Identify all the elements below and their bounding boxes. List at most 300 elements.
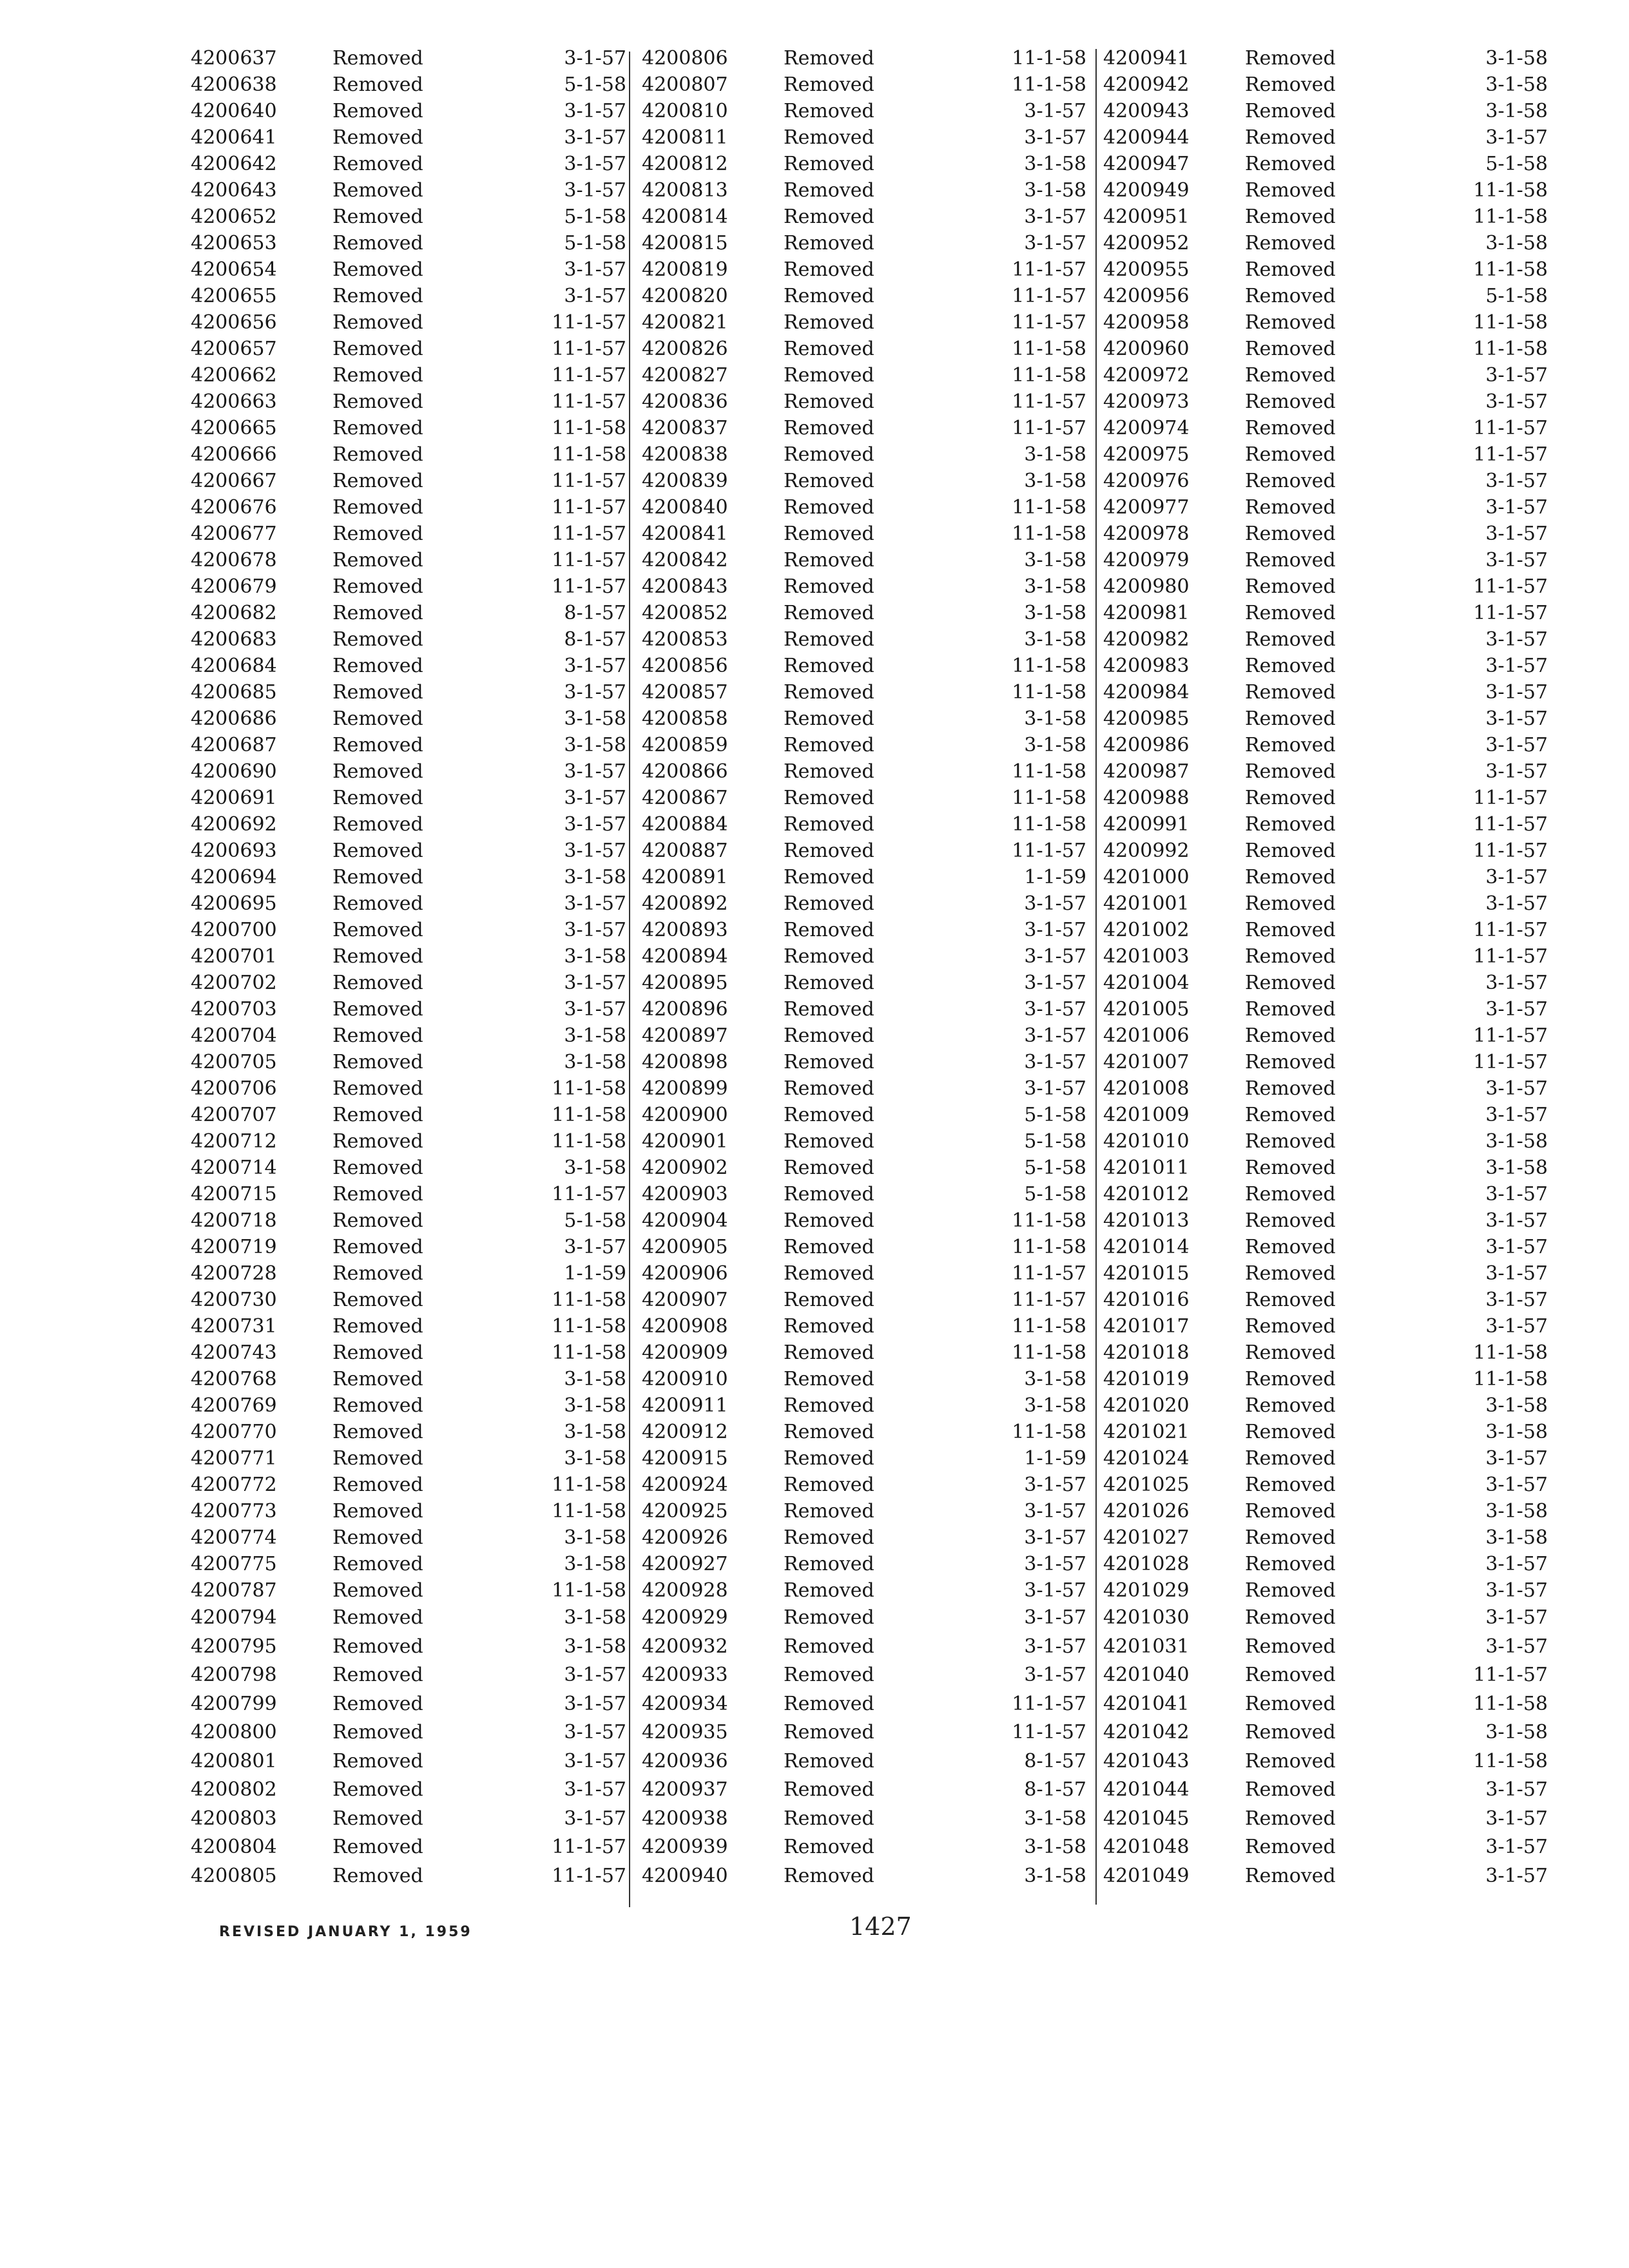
status-text: Removed <box>1245 919 1336 941</box>
table-row <box>191 679 626 706</box>
effective-date: 11-1-58 <box>1012 47 1086 70</box>
table-row <box>1103 1128 1548 1155</box>
status-text: Removed <box>784 1553 874 1575</box>
table-row <box>642 45 1086 72</box>
part-number: 4200638 <box>191 73 277 96</box>
effective-date: 3-1-57 <box>564 840 626 862</box>
status-text: Removed <box>333 311 423 334</box>
effective-date: 3-1-57 <box>564 179 626 202</box>
status-text: Removed <box>333 787 423 809</box>
table-row <box>642 996 1086 1023</box>
table-row <box>191 1776 626 1805</box>
part-number: 4200693 <box>191 840 277 862</box>
effective-date: 3-1-57 <box>1485 470 1548 492</box>
part-number: 4200935 <box>642 1721 728 1744</box>
status-text: Removed <box>784 655 874 677</box>
status-text: Removed <box>333 47 423 70</box>
effective-date: 5-1-58 <box>564 73 626 96</box>
effective-date: 3-1-58 <box>1485 100 1548 122</box>
part-number: 4200977 <box>1103 496 1190 519</box>
part-number: 4201011 <box>1103 1157 1190 1179</box>
table-row <box>1103 1577 1548 1604</box>
status-text: Removed <box>784 813 874 836</box>
status-text: Removed <box>333 945 423 968</box>
status-text: Removed <box>784 1474 874 1496</box>
status-text: Removed <box>784 390 874 413</box>
effective-date: 3-1-57 <box>564 787 626 809</box>
effective-date: 3-1-57 <box>564 126 626 149</box>
effective-date: 11-1-58 <box>552 1341 626 1364</box>
table-row <box>191 1805 626 1834</box>
table-row <box>1103 362 1548 389</box>
status-text: Removed <box>1245 549 1336 572</box>
effective-date: 3-1-57 <box>564 1692 626 1715</box>
table-row <box>642 1049 1086 1075</box>
effective-date: 11-1-58 <box>552 1077 626 1100</box>
effective-date: 3-1-58 <box>1485 1421 1548 1443</box>
status-text: Removed <box>333 496 423 519</box>
part-number: 4200958 <box>1103 311 1190 334</box>
status-text: Removed <box>333 206 423 228</box>
part-number: 4200910 <box>642 1368 728 1390</box>
effective-date: 3-1-57 <box>1485 390 1548 413</box>
status-text: Removed <box>784 1315 874 1338</box>
part-number: 4201016 <box>1103 1289 1190 1311</box>
status-text: Removed <box>784 866 874 889</box>
effective-date: 11-1-58 <box>1012 496 1086 519</box>
status-text: Removed <box>1245 47 1336 70</box>
status-text: Removed <box>1245 258 1336 281</box>
part-number: 4201031 <box>1103 1635 1190 1658</box>
table-row <box>642 1155 1086 1181</box>
status-text: Removed <box>784 1024 874 1047</box>
table-row <box>191 151 626 177</box>
status-text: Removed <box>1245 1315 1336 1338</box>
part-number: 4200942 <box>1103 73 1190 96</box>
table-row <box>1103 72 1548 98</box>
status-text: Removed <box>333 1262 423 1285</box>
status-text: Removed <box>333 1836 423 1858</box>
status-text: Removed <box>333 1606 423 1629</box>
status-text: Removed <box>784 73 874 96</box>
status-text: Removed <box>1245 338 1336 360</box>
table-row <box>191 1313 626 1340</box>
part-number: 4200820 <box>642 285 728 307</box>
part-number: 4200909 <box>642 1341 728 1364</box>
status-text: Removed <box>1245 206 1336 228</box>
part-number: 4200943 <box>1103 100 1190 122</box>
part-number: 4200812 <box>642 153 728 175</box>
effective-date: 11-1-58 <box>1012 681 1086 704</box>
part-number: 4200903 <box>642 1183 728 1206</box>
table-row <box>642 1260 1086 1287</box>
part-number: 4200892 <box>642 892 728 915</box>
effective-date: 3-1-57 <box>1024 1606 1086 1629</box>
table-row <box>191 1128 626 1155</box>
part-number: 4200692 <box>191 813 277 836</box>
status-text: Removed <box>333 760 423 783</box>
part-number: 4201026 <box>1103 1500 1190 1523</box>
status-text: Removed <box>1245 1262 1336 1285</box>
effective-date: 5-1-58 <box>1024 1183 1086 1206</box>
effective-date: 3-1-57 <box>1024 1474 1086 1496</box>
table-row <box>642 1577 1086 1604</box>
table-row <box>1103 600 1548 626</box>
table-row <box>191 362 626 389</box>
table-row <box>191 758 626 785</box>
effective-date: 3-1-57 <box>564 1721 626 1744</box>
effective-date: 3-1-57 <box>1024 1500 1086 1523</box>
effective-date: 11-1-57 <box>1012 840 1086 862</box>
part-number: 4200683 <box>191 628 277 651</box>
part-number: 4200768 <box>191 1368 277 1390</box>
part-number: 4201002 <box>1103 919 1190 941</box>
status-text: Removed <box>333 1692 423 1715</box>
effective-date: 3-1-57 <box>564 1664 626 1686</box>
status-text: Removed <box>1245 628 1336 651</box>
effective-date: 3-1-57 <box>1485 1447 1548 1470</box>
table-row <box>1103 1366 1548 1392</box>
effective-date: 3-1-58 <box>1024 1807 1086 1830</box>
effective-date: 3-1-58 <box>1485 232 1548 255</box>
effective-date: 3-1-57 <box>564 813 626 836</box>
table-row <box>191 1340 626 1366</box>
part-number: 4201044 <box>1103 1778 1190 1801</box>
effective-date: 3-1-57 <box>564 258 626 281</box>
table-row <box>642 811 1086 838</box>
effective-date: 3-1-58 <box>564 1635 626 1658</box>
status-text: Removed <box>333 338 423 360</box>
table-row <box>642 1207 1086 1234</box>
effective-date: 3-1-57 <box>564 285 626 307</box>
effective-date: 11-1-58 <box>1473 311 1548 334</box>
table-row <box>1103 1419 1548 1445</box>
part-number: 4200843 <box>642 575 728 598</box>
table-row <box>1103 1718 1548 1747</box>
effective-date: 3-1-58 <box>1024 1864 1086 1887</box>
effective-date: 3-1-58 <box>1024 1394 1086 1417</box>
part-number: 4200902 <box>642 1157 728 1179</box>
table-row <box>1103 864 1548 890</box>
table-row <box>1103 679 1548 706</box>
part-number: 4200991 <box>1103 813 1190 836</box>
status-text: Removed <box>333 681 423 704</box>
effective-date: 3-1-57 <box>1024 126 1086 149</box>
part-number: 4200691 <box>191 787 277 809</box>
status-text: Removed <box>784 1077 874 1100</box>
status-text: Removed <box>1245 1606 1336 1629</box>
table-row <box>642 1661 1086 1690</box>
status-text: Removed <box>1245 417 1336 439</box>
table-row <box>642 309 1086 336</box>
effective-date: 5-1-58 <box>1485 285 1548 307</box>
effective-date: 3-1-57 <box>564 760 626 783</box>
status-text: Removed <box>784 496 874 519</box>
effective-date: 3-1-58 <box>564 1024 626 1047</box>
effective-date: 3-1-58 <box>1024 1836 1086 1858</box>
part-number: 4200986 <box>1103 734 1190 756</box>
part-number: 4200801 <box>191 1749 277 1773</box>
status-text: Removed <box>333 417 423 439</box>
status-text: Removed <box>784 840 874 862</box>
status-text: Removed <box>333 1864 423 1887</box>
status-text: Removed <box>1245 1864 1336 1887</box>
table-row <box>1103 1340 1548 1366</box>
part-number: 4200908 <box>642 1315 728 1338</box>
part-number: 4201008 <box>1103 1077 1190 1100</box>
effective-date: 11-1-58 <box>1012 1236 1086 1258</box>
effective-date: 3-1-57 <box>1485 126 1548 149</box>
part-number: 4200682 <box>191 602 277 624</box>
status-text: Removed <box>784 232 874 255</box>
table-row <box>191 626 626 653</box>
effective-date: 11-1-58 <box>1473 179 1548 202</box>
effective-date: 3-1-57 <box>1485 1474 1548 1496</box>
part-number: 4200679 <box>191 575 277 598</box>
status-text: Removed <box>333 575 423 598</box>
part-number: 4200973 <box>1103 390 1190 413</box>
table-row <box>1103 811 1548 838</box>
part-number: 4201010 <box>1103 1130 1190 1153</box>
table-row <box>191 1049 626 1075</box>
effective-date: 3-1-57 <box>1485 681 1548 704</box>
table-row <box>191 996 626 1023</box>
effective-date: 11-1-57 <box>1012 390 1086 413</box>
effective-date: 3-1-58 <box>1485 47 1548 70</box>
table-row <box>642 1633 1086 1662</box>
effective-date: 3-1-58 <box>1485 1394 1548 1417</box>
status-text: Removed <box>1245 1553 1336 1575</box>
part-number: 4200770 <box>191 1421 277 1443</box>
table-row <box>1103 204 1548 230</box>
part-number: 4200771 <box>191 1447 277 1470</box>
table-row <box>191 1392 626 1419</box>
part-number: 4201042 <box>1103 1721 1190 1744</box>
status-text: Removed <box>1245 1836 1336 1858</box>
table-row <box>191 494 626 521</box>
table-row <box>191 1747 626 1776</box>
table-row <box>642 1524 1086 1551</box>
status-text: Removed <box>333 1635 423 1658</box>
part-number: 4200814 <box>642 206 728 228</box>
table-row <box>191 1023 626 1049</box>
table-row <box>1103 1498 1548 1524</box>
part-number: 4200800 <box>191 1721 277 1744</box>
effective-date: 3-1-57 <box>1485 1836 1548 1858</box>
table-row <box>642 1287 1086 1313</box>
effective-date: 11-1-57 <box>1012 1289 1086 1311</box>
table-row <box>191 1551 626 1577</box>
part-number: 4200719 <box>191 1236 277 1258</box>
effective-date: 3-1-58 <box>564 945 626 968</box>
table-row <box>1103 230 1548 256</box>
effective-date: 3-1-57 <box>1024 998 1086 1021</box>
part-number: 4200960 <box>1103 338 1190 360</box>
table-row <box>642 1102 1086 1128</box>
part-number: 4200907 <box>642 1289 728 1311</box>
status-text: Removed <box>1245 1807 1336 1830</box>
effective-date: 3-1-57 <box>1024 945 1086 968</box>
table-row <box>642 1392 1086 1419</box>
part-number: 4200896 <box>642 998 728 1021</box>
part-number: 4200641 <box>191 126 277 149</box>
part-number: 4200775 <box>191 1553 277 1575</box>
status-text: Removed <box>784 1526 874 1549</box>
table-column-3 <box>1103 45 1548 1890</box>
status-text: Removed <box>784 1807 874 1830</box>
table-row <box>191 45 626 72</box>
effective-date: 3-1-57 <box>1485 1262 1548 1285</box>
effective-date: 3-1-57 <box>1485 1077 1548 1100</box>
status-text: Removed <box>333 840 423 862</box>
status-text: Removed <box>1245 1289 1336 1311</box>
status-text: Removed <box>784 258 874 281</box>
status-text: Removed <box>784 1864 874 1887</box>
part-number: 4200978 <box>1103 523 1190 545</box>
part-number: 4200928 <box>642 1579 728 1602</box>
status-text: Removed <box>333 1368 423 1390</box>
part-number: 4200842 <box>642 549 728 572</box>
table-row <box>1103 785 1548 811</box>
table-row <box>642 1023 1086 1049</box>
effective-date: 11-1-58 <box>552 1289 626 1311</box>
status-text: Removed <box>1245 232 1336 255</box>
part-number: 4200678 <box>191 549 277 572</box>
table-row <box>191 204 626 230</box>
part-number: 4200897 <box>642 1024 728 1047</box>
part-number: 4200772 <box>191 1474 277 1496</box>
effective-date: 5-1-58 <box>564 206 626 228</box>
status-text: Removed <box>784 1421 874 1443</box>
status-text: Removed <box>784 443 874 466</box>
table-row <box>642 1805 1086 1834</box>
effective-date: 11-1-58 <box>1012 813 1086 836</box>
status-text: Removed <box>333 549 423 572</box>
effective-date: 8-1-57 <box>564 602 626 624</box>
part-number: 4200951 <box>1103 206 1190 228</box>
part-number: 4200934 <box>642 1692 728 1715</box>
part-number: 4201027 <box>1103 1526 1190 1549</box>
table-row <box>1103 1661 1548 1690</box>
table-row <box>1103 547 1548 573</box>
part-number: 4200686 <box>191 707 277 730</box>
part-number: 4200925 <box>642 1500 728 1523</box>
table-row <box>1103 1155 1548 1181</box>
status-text: Removed <box>1245 1579 1336 1602</box>
status-text: Removed <box>1245 1209 1336 1232</box>
effective-date: 3-1-58 <box>1024 602 1086 624</box>
effective-date: 3-1-58 <box>564 1606 626 1629</box>
table-row <box>1103 1633 1548 1662</box>
status-text: Removed <box>1245 443 1336 466</box>
table-row <box>642 1498 1086 1524</box>
effective-date: 3-1-58 <box>1024 549 1086 572</box>
effective-date: 11-1-58 <box>1473 1368 1548 1390</box>
part-number: 4200700 <box>191 919 277 941</box>
effective-date: 11-1-58 <box>1473 1749 1548 1773</box>
table-row <box>191 1207 626 1234</box>
status-text: Removed <box>1245 73 1336 96</box>
effective-date: 3-1-57 <box>1485 496 1548 519</box>
effective-date: 3-1-57 <box>564 153 626 175</box>
part-number: 4200933 <box>642 1664 728 1686</box>
effective-date: 3-1-58 <box>564 866 626 889</box>
part-number: 4201014 <box>1103 1236 1190 1258</box>
table-row <box>1103 309 1548 336</box>
table-row <box>191 1690 626 1719</box>
status-text: Removed <box>784 1130 874 1153</box>
status-text: Removed <box>333 1157 423 1179</box>
effective-date: 11-1-58 <box>552 1130 626 1153</box>
part-number: 4200940 <box>642 1864 728 1887</box>
status-text: Removed <box>333 1721 423 1744</box>
status-text: Removed <box>333 1130 423 1153</box>
table-row <box>1103 45 1548 72</box>
status-text: Removed <box>1245 364 1336 387</box>
status-text: Removed <box>784 575 874 598</box>
effective-date: 3-1-58 <box>1024 1368 1086 1390</box>
status-text: Removed <box>333 734 423 756</box>
status-text: Removed <box>1245 1236 1336 1258</box>
status-text: Removed <box>784 153 874 175</box>
effective-date: 3-1-57 <box>1485 1778 1548 1801</box>
status-text: Removed <box>1245 285 1336 307</box>
status-text: Removed <box>1245 1664 1336 1686</box>
part-number: 4201004 <box>1103 972 1190 994</box>
table-row <box>642 1718 1086 1747</box>
status-text: Removed <box>333 1394 423 1417</box>
table-row <box>1103 1604 1548 1633</box>
part-number: 4201019 <box>1103 1368 1190 1390</box>
part-number: 4200893 <box>642 919 728 941</box>
part-number: 4200666 <box>191 443 277 466</box>
table-row <box>191 230 626 256</box>
table-row <box>642 732 1086 758</box>
effective-date: 3-1-58 <box>1485 1526 1548 1549</box>
status-text: Removed <box>784 1579 874 1602</box>
effective-date: 3-1-58 <box>1024 628 1086 651</box>
status-text: Removed <box>1245 100 1336 122</box>
part-number: 4200926 <box>642 1526 728 1549</box>
effective-date: 3-1-57 <box>1024 972 1086 994</box>
status-text: Removed <box>333 602 423 624</box>
table-row <box>191 917 626 943</box>
status-text: Removed <box>784 1500 874 1523</box>
part-number: 4201000 <box>1103 866 1190 889</box>
table-row <box>642 1181 1086 1207</box>
status-text: Removed <box>784 1262 874 1285</box>
table-row <box>1103 1776 1548 1805</box>
status-text: Removed <box>784 734 874 756</box>
effective-date: 11-1-57 <box>1012 311 1086 334</box>
status-text: Removed <box>1245 390 1336 413</box>
status-text: Removed <box>784 1778 874 1801</box>
part-number: 4200803 <box>191 1807 277 1830</box>
status-text: Removed <box>333 126 423 149</box>
part-number: 4201015 <box>1103 1262 1190 1285</box>
table-row <box>642 151 1086 177</box>
part-number: 4200806 <box>642 47 728 70</box>
status-text: Removed <box>1245 1749 1336 1773</box>
column-divider <box>1095 49 1097 1905</box>
part-number: 4200702 <box>191 972 277 994</box>
effective-date: 3-1-57 <box>1024 1051 1086 1073</box>
status-text: Removed <box>784 602 874 624</box>
table-row <box>642 256 1086 283</box>
part-number: 4200804 <box>191 1836 277 1858</box>
table-row <box>1103 1260 1548 1287</box>
effective-date: 11-1-57 <box>552 364 626 387</box>
